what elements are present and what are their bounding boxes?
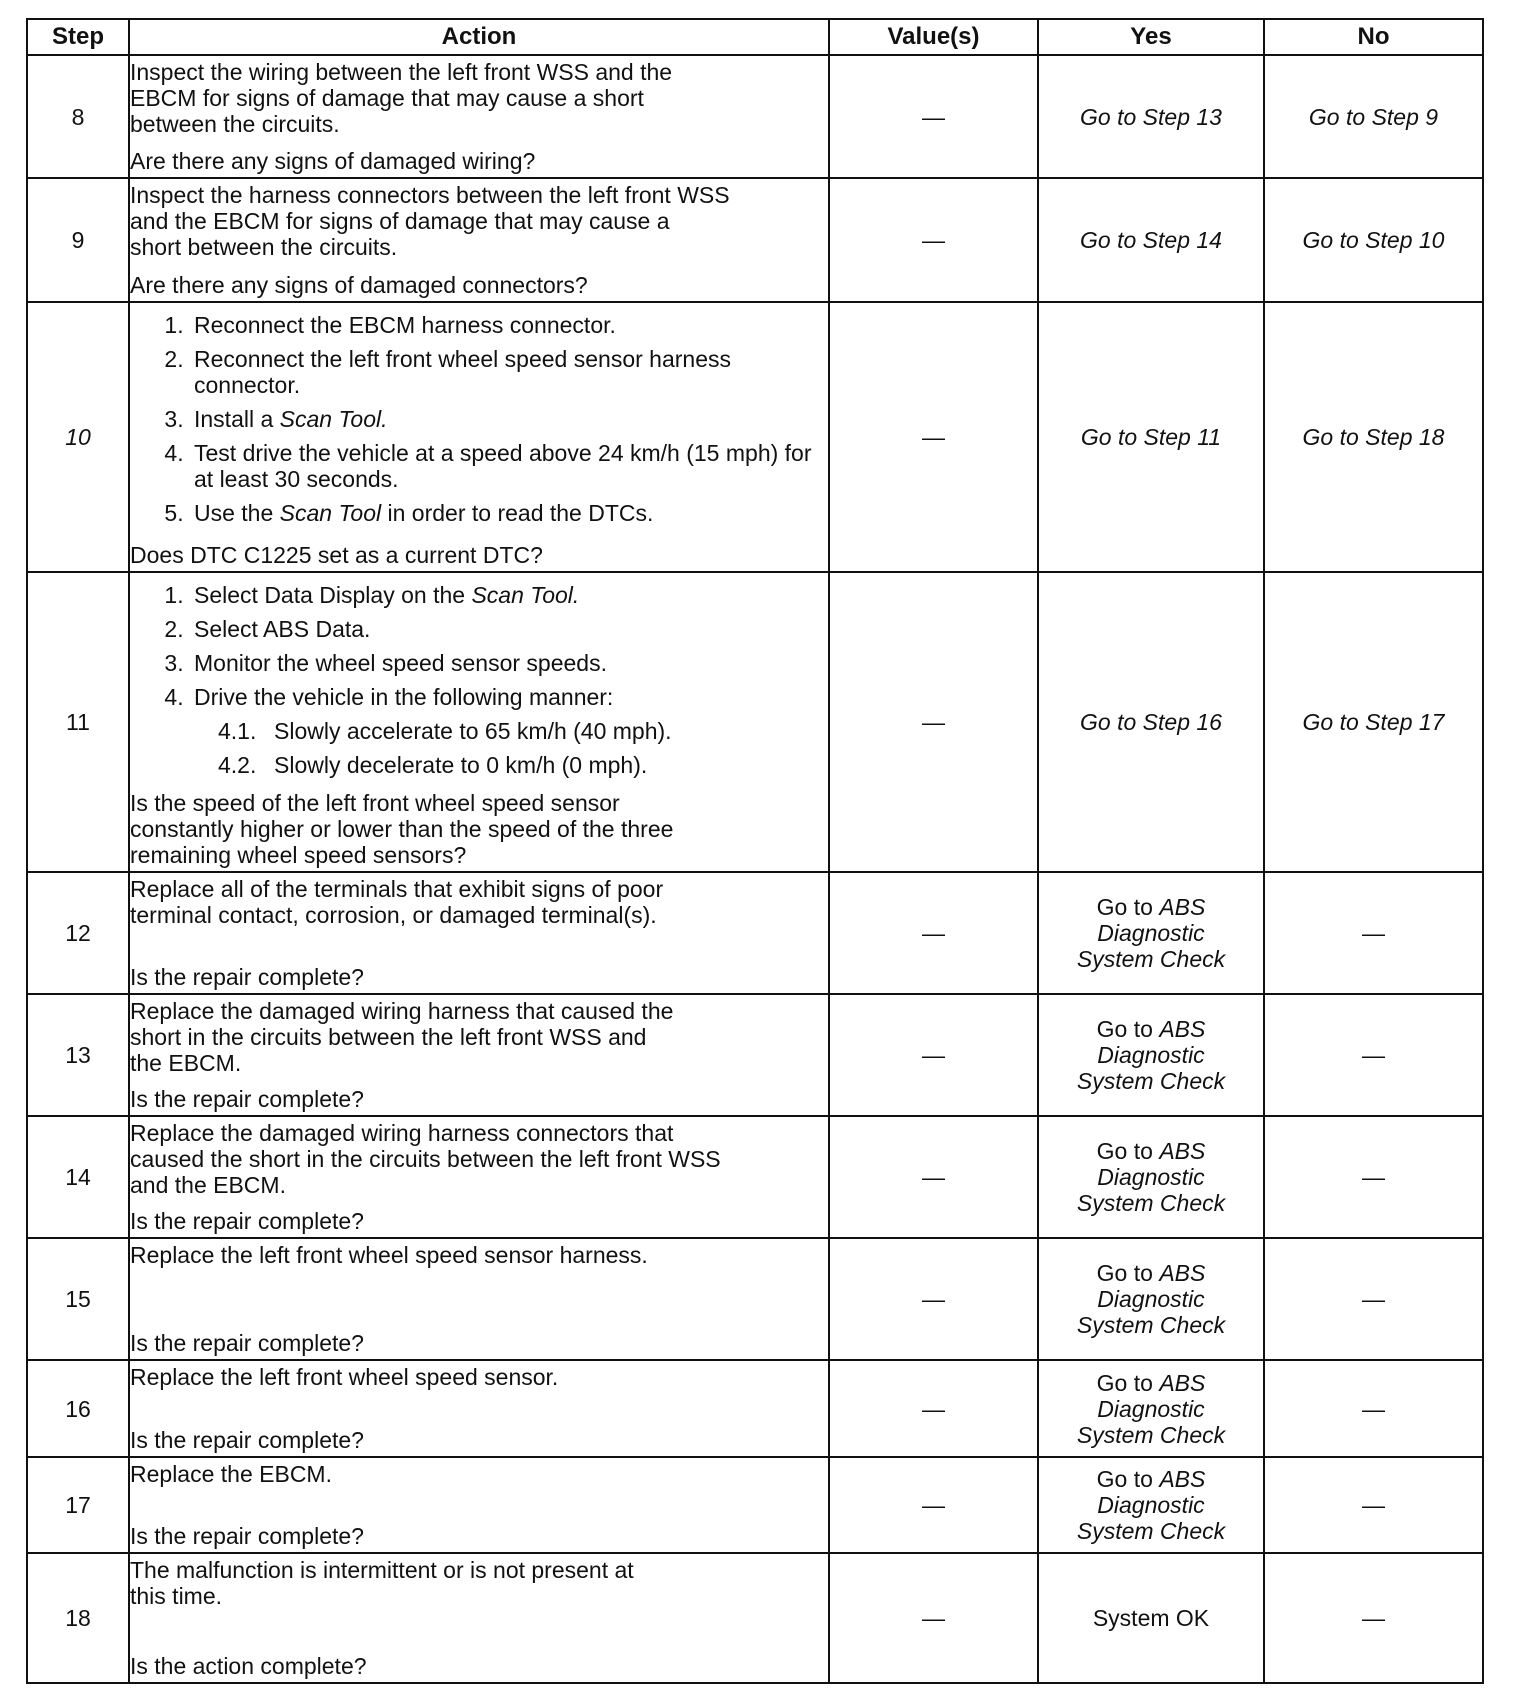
no-cell: Go to Step 9 xyxy=(1264,55,1483,178)
step-number: 12 xyxy=(27,872,129,994)
table-row xyxy=(27,1553,1483,1683)
list-item: 3. Install a Scan Tool. xyxy=(190,406,828,432)
step-number: 16 xyxy=(27,1360,129,1457)
sub-list-item: 4.2. Slowly decelerate to 0 km/h (0 mph). xyxy=(218,752,648,778)
yes-cell: Go to Step 13 xyxy=(1038,55,1264,178)
yes-cell: Go to Step 11 xyxy=(1038,302,1264,572)
question-text: Is the action complete? xyxy=(130,1653,367,1679)
step-number: 10 xyxy=(27,302,129,572)
header-values: Value(s) xyxy=(829,19,1038,55)
yes-cell: Go to ABS Diagnostic System Check xyxy=(1038,1457,1264,1553)
action-text: The malfunction is intermittent or is not present at xyxy=(130,1557,634,1583)
header-yes: Yes xyxy=(1038,19,1264,55)
table-row xyxy=(27,1238,1483,1360)
action-cell xyxy=(129,55,829,178)
action-text: caused the short in the circuits between the left front WSS xyxy=(130,1146,721,1172)
step-number: 9 xyxy=(27,178,129,302)
action-text: terminal contact, corrosion, or damaged terminal(s). xyxy=(130,902,657,928)
value-cell: — xyxy=(829,872,1038,994)
step-number: 13 xyxy=(27,994,129,1116)
action-text: Replace all of the terminals that exhibit signs of poor xyxy=(130,876,664,902)
step-number: 14 xyxy=(27,1116,129,1238)
yes-cell: Go to Step 16 xyxy=(1038,572,1264,872)
value-cell: — xyxy=(829,55,1038,178)
table-row xyxy=(27,994,1483,1116)
table-row xyxy=(27,302,1483,572)
question-text: Is the repair complete? xyxy=(130,1523,364,1549)
value-cell: — xyxy=(829,1553,1038,1683)
yes-cell: Go to ABS Diagnostic System Check xyxy=(1038,1360,1264,1457)
action-text: short in the circuits between the left front WSS and xyxy=(130,1024,647,1050)
list-item: 1. Select Data Display on the Scan Tool. xyxy=(190,582,828,608)
value-cell: — xyxy=(829,994,1038,1116)
step-number: 15 xyxy=(27,1238,129,1360)
list-item: 5. Use the Scan Tool in order to read the DTCs. xyxy=(190,500,828,526)
yes-cell: System OK xyxy=(1038,1553,1264,1683)
header-action: Action xyxy=(129,19,829,55)
numbered-list xyxy=(130,582,828,710)
yes-cell: Go to ABS Diagnostic System Check xyxy=(1038,1116,1264,1238)
action-cell xyxy=(129,572,829,872)
header-row xyxy=(27,19,1483,55)
no-cell: — xyxy=(1264,1238,1483,1360)
table-row xyxy=(27,1116,1483,1238)
question-text: Does DTC C1225 set as a current DTC? xyxy=(130,542,543,568)
action-text: and the EBCM. xyxy=(130,1172,286,1198)
value-cell: — xyxy=(829,1457,1038,1553)
no-cell: — xyxy=(1264,1457,1483,1553)
no-cell: Go to Step 17 xyxy=(1264,572,1483,872)
no-cell: Go to Step 18 xyxy=(1264,302,1483,572)
action-cell xyxy=(129,872,829,994)
action-cell xyxy=(129,1238,829,1360)
step-number: 11 xyxy=(27,572,129,872)
table-row xyxy=(27,1360,1483,1457)
yes-cell: Go to ABS Diagnostic System Check xyxy=(1038,1238,1264,1360)
header-step: Step xyxy=(27,19,129,55)
table-row xyxy=(27,572,1483,872)
no-cell: Go to Step 10 xyxy=(1264,178,1483,302)
action-text: between the circuits. xyxy=(130,111,340,137)
diagnostic-table xyxy=(26,18,1484,1684)
table-row xyxy=(27,55,1483,178)
action-text: Replace the EBCM. xyxy=(130,1461,332,1487)
numbered-list xyxy=(130,312,828,534)
action-text: Replace the damaged wiring harness that caused the xyxy=(130,998,674,1024)
sub-list xyxy=(130,718,828,778)
question-text: Are there any signs of damaged wiring? xyxy=(130,148,536,174)
table-row xyxy=(27,1457,1483,1553)
value-cell: — xyxy=(829,178,1038,302)
step-number: 17 xyxy=(27,1457,129,1553)
list-item: 4. Test drive the vehicle at a speed above 24 km/h (15 mph) for at least 30 seconds. xyxy=(190,440,828,492)
no-cell: — xyxy=(1264,1553,1483,1683)
action-cell xyxy=(129,178,829,302)
action-text: EBCM for signs of damage that may cause a short xyxy=(130,85,644,111)
action-text: Inspect the wiring between the left front WSS and the xyxy=(130,59,673,85)
question-text: Is the repair complete? xyxy=(130,964,364,990)
value-cell: — xyxy=(829,1360,1038,1457)
yes-cell: Go to ABS Diagnostic System Check xyxy=(1038,994,1264,1116)
question-text: Are there any signs of damaged connectors? xyxy=(130,272,588,298)
action-text: and the EBCM for signs of damage that may cause a xyxy=(130,208,670,234)
no-cell: — xyxy=(1264,872,1483,994)
action-cell xyxy=(129,1553,829,1683)
list-item: 3. Monitor the wheel speed sensor speeds. xyxy=(190,650,828,676)
action-cell xyxy=(129,1116,829,1238)
value-cell: — xyxy=(829,1116,1038,1238)
no-cell: — xyxy=(1264,994,1483,1116)
step-number: 18 xyxy=(27,1553,129,1683)
list-item: 4. Drive the vehicle in the following manner: xyxy=(190,684,828,710)
list-item: 1. Reconnect the EBCM harness connector. xyxy=(190,312,828,338)
question-text: Is the speed of the left front wheel speed sensor constantly higher or lower than the speed of the three remaining wheel speed sensors? xyxy=(130,790,674,868)
yes-cell: Go to ABS Diagnostic System Check xyxy=(1038,872,1264,994)
sub-list-item: 4.1. Slowly accelerate to 65 km/h (40 mph). xyxy=(218,718,672,744)
header-no: No xyxy=(1264,19,1483,55)
step-number: 8 xyxy=(27,55,129,178)
action-cell xyxy=(129,994,829,1116)
action-text: short between the circuits. xyxy=(130,234,398,260)
action-text: Replace the left front wheel speed sensor harness. xyxy=(130,1242,648,1268)
question-text: Is the repair complete? xyxy=(130,1427,364,1453)
no-cell: — xyxy=(1264,1116,1483,1238)
question-text: Is the repair complete? xyxy=(130,1086,364,1112)
action-cell xyxy=(129,1457,829,1553)
action-text: this time. xyxy=(130,1583,223,1609)
action-cell xyxy=(129,1360,829,1457)
yes-cell: Go to Step 14 xyxy=(1038,178,1264,302)
table-row xyxy=(27,178,1483,302)
table-row xyxy=(27,872,1483,994)
no-cell: — xyxy=(1264,1360,1483,1457)
value-cell: — xyxy=(829,572,1038,872)
action-text: Inspect the harness connectors between the left front WSS xyxy=(130,182,730,208)
question-text: Is the repair complete? xyxy=(130,1330,364,1356)
list-item: 2. Select ABS Data. xyxy=(190,616,828,642)
value-cell: — xyxy=(829,1238,1038,1360)
value-cell: — xyxy=(829,302,1038,572)
list-item: 2. Reconnect the left front wheel speed sensor harness connector. xyxy=(190,346,828,398)
action-text: Replace the left front wheel speed sensor. xyxy=(130,1364,559,1390)
action-text: Replace the damaged wiring harness connectors that xyxy=(130,1120,674,1146)
action-cell xyxy=(129,302,829,572)
question-text: Is the repair complete? xyxy=(130,1208,364,1234)
action-text: the EBCM. xyxy=(130,1050,242,1076)
